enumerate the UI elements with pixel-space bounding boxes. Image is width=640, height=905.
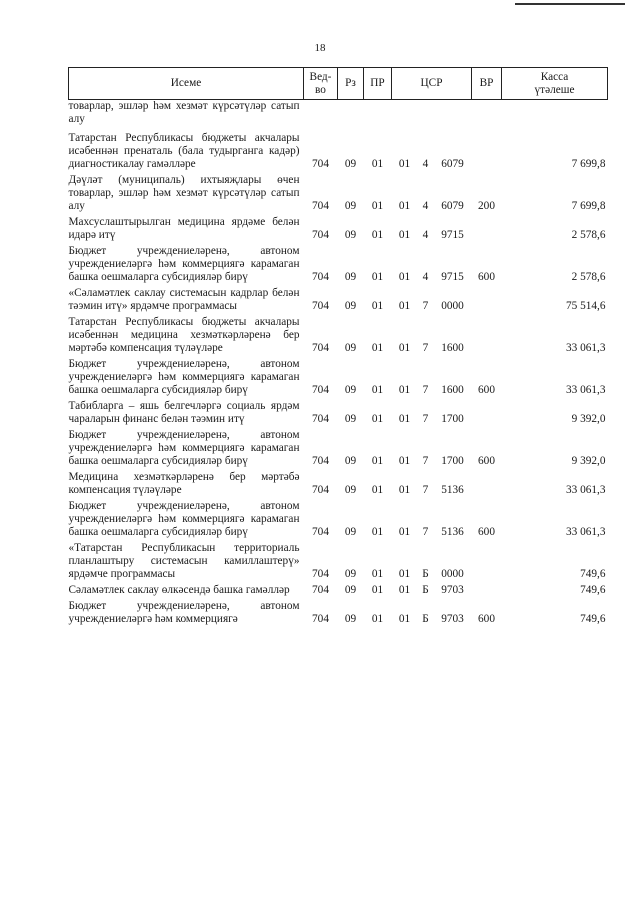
page-number: 18 (314, 42, 326, 54)
row-pr: 01 (371, 300, 384, 312)
row-rz (338, 100, 364, 133)
row-vr: 600 (478, 613, 495, 625)
row-pr: 01 (371, 613, 384, 625)
row-ved: 704 (312, 584, 329, 596)
table-row (69, 132, 608, 174)
row-csr-part2: 4 (422, 271, 429, 283)
row-vr: 600 (478, 271, 495, 283)
row-ved: 704 (312, 526, 329, 538)
row-name-text: Бюджет учреждениеләренә, автоном учреждениеләргә һәм коммерциягә карамаган башка оешмаларга субсидияләр бирү (68, 429, 300, 467)
row-csr-part1: 01 (398, 271, 411, 283)
row-rz: 09 (344, 300, 357, 312)
row-csr-part1: 01 (398, 158, 411, 170)
row-name (69, 132, 304, 174)
row-rz: 09 (344, 484, 357, 496)
row-name-text: «Сәламәтлек саклау системасын кадрлар белән тәэмин итү» ярдәмче программасы (68, 287, 300, 312)
row-vr: 200 (478, 200, 495, 212)
row-name (69, 216, 304, 245)
row-name-text: Бюджет учреждениеләренә, автоном учреждениеләргә һәм коммерциягә карамаган башка оешмаларга субсидияләр бирү (68, 500, 300, 538)
row-amount: 7 699,8 (571, 200, 606, 212)
row-csr-part1: 01 (398, 584, 411, 596)
row-csr-part1: 01 (398, 384, 411, 396)
row-csr-part2: 4 (422, 158, 429, 170)
row-name-text: Медицина хезмәткәрләренә бер мәртәбә компенсация түләүләре (68, 471, 300, 496)
row-pr (364, 100, 392, 133)
row-name (69, 429, 304, 471)
row-csr-part3: 9703 (441, 584, 464, 596)
row-csr-part3: 6079 (441, 200, 464, 212)
header-pr: ПР (364, 68, 392, 100)
row-name (69, 358, 304, 400)
row-name-text: Татарстан Республикасы бюджеты акчалары исәбеннән пренаталь (бала тудырганга кадәр) диагностикалау гамәлләре (68, 132, 300, 170)
row-csr-part3: 9703 (441, 613, 464, 625)
row-name (69, 500, 304, 542)
row-csr-part1: 01 (398, 300, 411, 312)
header-ved-line1: Вед- (309, 70, 332, 83)
row-name-text: Бюджет учреждениеләренә, автоном учреждениеләргә һәм коммерциягә (68, 600, 300, 625)
table-row (69, 216, 608, 245)
row-name-text: Махсуслаштырылган медицина ярдәме белән идарә итү (68, 216, 300, 241)
row-amount: 33 061,3 (565, 384, 606, 396)
row-pr: 01 (371, 526, 384, 538)
row-csr-part2: 4 (422, 229, 429, 241)
row-csr-part2 (418, 100, 434, 133)
row-amount: 9 392,0 (571, 455, 606, 467)
row-csr-part2: 7 (422, 526, 429, 538)
header-kassa-line2: үтәлеше (534, 83, 575, 96)
row-csr-part2: 7 (422, 455, 429, 467)
row-rz: 09 (344, 342, 357, 354)
row-csr-part2: 7 (422, 413, 429, 425)
row-vr (472, 287, 502, 316)
header-vr: ВР (472, 68, 502, 100)
row-csr-part3: 0000 (441, 568, 464, 580)
row-vr (472, 584, 502, 600)
table-row (69, 429, 608, 471)
row-csr-part3: 9715 (441, 229, 464, 241)
row-csr-part3: 1600 (441, 384, 464, 396)
row-amount: 75 514,6 (565, 300, 606, 312)
row-amount: 33 061,3 (565, 342, 606, 354)
row-name-text: товарлар, эшләр һәм хезмәт күрсәтүләр сатып алу (68, 100, 300, 125)
row-csr-part2: Б (422, 613, 429, 625)
table-header (69, 68, 608, 100)
row-rz: 09 (344, 613, 357, 625)
row-csr-part1: 01 (398, 613, 411, 625)
row-rz: 09 (344, 229, 357, 241)
row-name (69, 400, 304, 429)
row-pr: 01 (371, 455, 384, 467)
budget-table (68, 67, 608, 629)
row-csr-part3 (434, 100, 472, 133)
row-ved: 704 (312, 484, 329, 496)
row-vr (472, 400, 502, 429)
row-name-text: Табибларга – яшь белгечләргә социаль ярдәм чараларын финанс белән тәэмин итү (68, 400, 300, 425)
row-rz: 09 (344, 413, 357, 425)
row-ved: 704 (312, 342, 329, 354)
row-csr-part1: 01 (398, 455, 411, 467)
row-csr-part1: 01 (398, 229, 411, 241)
row-ved: 704 (312, 413, 329, 425)
row-csr-part2: 7 (422, 484, 429, 496)
row-vr (472, 316, 502, 358)
row-name (69, 287, 304, 316)
row-amount: 749,6 (580, 568, 606, 580)
table-row (69, 245, 608, 287)
row-csr-part1: 01 (398, 484, 411, 496)
row-pr: 01 (371, 413, 384, 425)
row-csr-part2: 4 (422, 200, 429, 212)
row-csr-part1: 01 (398, 413, 411, 425)
row-name (69, 316, 304, 358)
row-ved: 704 (312, 300, 329, 312)
row-amount: 2 578,6 (571, 229, 606, 241)
row-csr-part1: 01 (398, 568, 411, 580)
table-row (69, 471, 608, 500)
table-row (69, 174, 608, 216)
row-name (69, 100, 304, 133)
row-vr: 600 (478, 526, 495, 538)
row-vr (472, 132, 502, 174)
row-vr (472, 471, 502, 500)
header-ved-line2: во (315, 83, 326, 96)
row-pr: 01 (371, 158, 384, 170)
row-csr-part3: 6079 (441, 158, 464, 170)
table-row (69, 358, 608, 400)
table-row (69, 542, 608, 584)
table-row (69, 316, 608, 358)
row-csr-part2: 7 (422, 300, 429, 312)
row-pr: 01 (371, 568, 384, 580)
row-amount: 33 061,3 (565, 484, 606, 496)
row-amount (502, 100, 608, 133)
row-pr: 01 (371, 484, 384, 496)
row-csr-part2: 7 (422, 342, 429, 354)
row-vr (472, 542, 502, 584)
row-name (69, 584, 304, 600)
table-row (69, 600, 608, 629)
row-name-text: «Татарстан Республикасын территориаль планлаштыру системасын камиллаштерү» ярдәмче программасы (68, 542, 300, 580)
row-vr: 600 (478, 384, 495, 396)
row-ved: 704 (312, 158, 329, 170)
row-name-text: Татарстан Республикасы бюджеты акчалары исәбеннән медицина хезмәткәрләренә бер мәртәбә компенсация түләүләре (68, 316, 300, 354)
row-pr: 01 (371, 271, 384, 283)
row-csr-part3: 5136 (441, 484, 464, 496)
row-rz: 09 (344, 200, 357, 212)
header-kassa-line1: Касса (540, 70, 569, 83)
row-rz: 09 (344, 568, 357, 580)
row-ved: 704 (312, 568, 329, 580)
row-csr-part1 (392, 100, 418, 133)
row-csr-part3: 1700 (441, 455, 464, 467)
row-pr: 01 (371, 342, 384, 354)
row-name (69, 600, 304, 629)
row-rz: 09 (344, 584, 357, 596)
header-ved (304, 68, 338, 100)
top-rule (515, 3, 625, 5)
row-amount: 7 699,8 (571, 158, 606, 170)
row-rz: 09 (344, 384, 357, 396)
header-csr: ЦСР (392, 68, 472, 100)
row-name-text: Сәламәтлек саклау өлкәсендә башка гамәлләр (68, 584, 290, 596)
table-row (69, 400, 608, 429)
row-rz: 09 (344, 455, 357, 467)
row-vr (472, 216, 502, 245)
table-row (69, 500, 608, 542)
row-ved: 704 (312, 271, 329, 283)
row-amount: 749,6 (580, 584, 606, 596)
row-name (69, 471, 304, 500)
row-name-text: Бюджет учреждениеләренә, автоном учреждениеләргә һәм коммерциягә карамаган башка оешмаларга субсидияләр бирү (68, 245, 300, 283)
table-row (69, 100, 608, 133)
row-vr (472, 100, 502, 133)
row-csr-part2: Б (422, 568, 429, 580)
row-name (69, 542, 304, 584)
row-ved (304, 100, 338, 133)
row-csr-part3: 5136 (441, 526, 464, 538)
row-ved: 704 (312, 455, 329, 467)
header-rz: Рз (338, 68, 364, 100)
row-csr-part3: 9715 (441, 271, 464, 283)
row-vr: 600 (478, 455, 495, 467)
row-csr-part2: Б (422, 584, 429, 596)
row-amount: 9 392,0 (571, 413, 606, 425)
row-pr: 01 (371, 200, 384, 212)
header-kassa (502, 68, 608, 100)
row-csr-part1: 01 (398, 342, 411, 354)
row-csr-part1: 01 (398, 526, 411, 538)
row-csr-part3: 0000 (441, 300, 464, 312)
row-name (69, 174, 304, 216)
row-pr: 01 (371, 384, 384, 396)
row-rz: 09 (344, 158, 357, 170)
row-ved: 704 (312, 384, 329, 396)
row-pr: 01 (371, 584, 384, 596)
row-ved: 704 (312, 613, 329, 625)
row-amount: 749,6 (580, 613, 606, 625)
row-ved: 704 (312, 200, 329, 212)
header-name: Исеме (69, 68, 304, 100)
table-row (69, 584, 608, 600)
row-ved: 704 (312, 229, 329, 241)
row-csr-part3: 1600 (441, 342, 464, 354)
row-csr-part1: 01 (398, 200, 411, 212)
row-csr-part3: 1700 (441, 413, 464, 425)
row-amount: 33 061,3 (565, 526, 606, 538)
row-csr-part2: 7 (422, 384, 429, 396)
row-amount: 2 578,6 (571, 271, 606, 283)
row-name (69, 245, 304, 287)
row-rz: 09 (344, 271, 357, 283)
row-pr: 01 (371, 229, 384, 241)
row-name-text: Дәүләт (муниципаль) ихтыяҗлары өчен товарлар, эшләр һәм хезмәт күрсәтүләр сатып алу (68, 174, 300, 212)
row-rz: 09 (344, 526, 357, 538)
table-row (69, 287, 608, 316)
table-body (69, 100, 608, 630)
row-name-text: Бюджет учреждениеләренә, автоном учреждениеләргә һәм коммерциягә карамаган башка оешмаларга субсидияләр бирү (68, 358, 300, 396)
